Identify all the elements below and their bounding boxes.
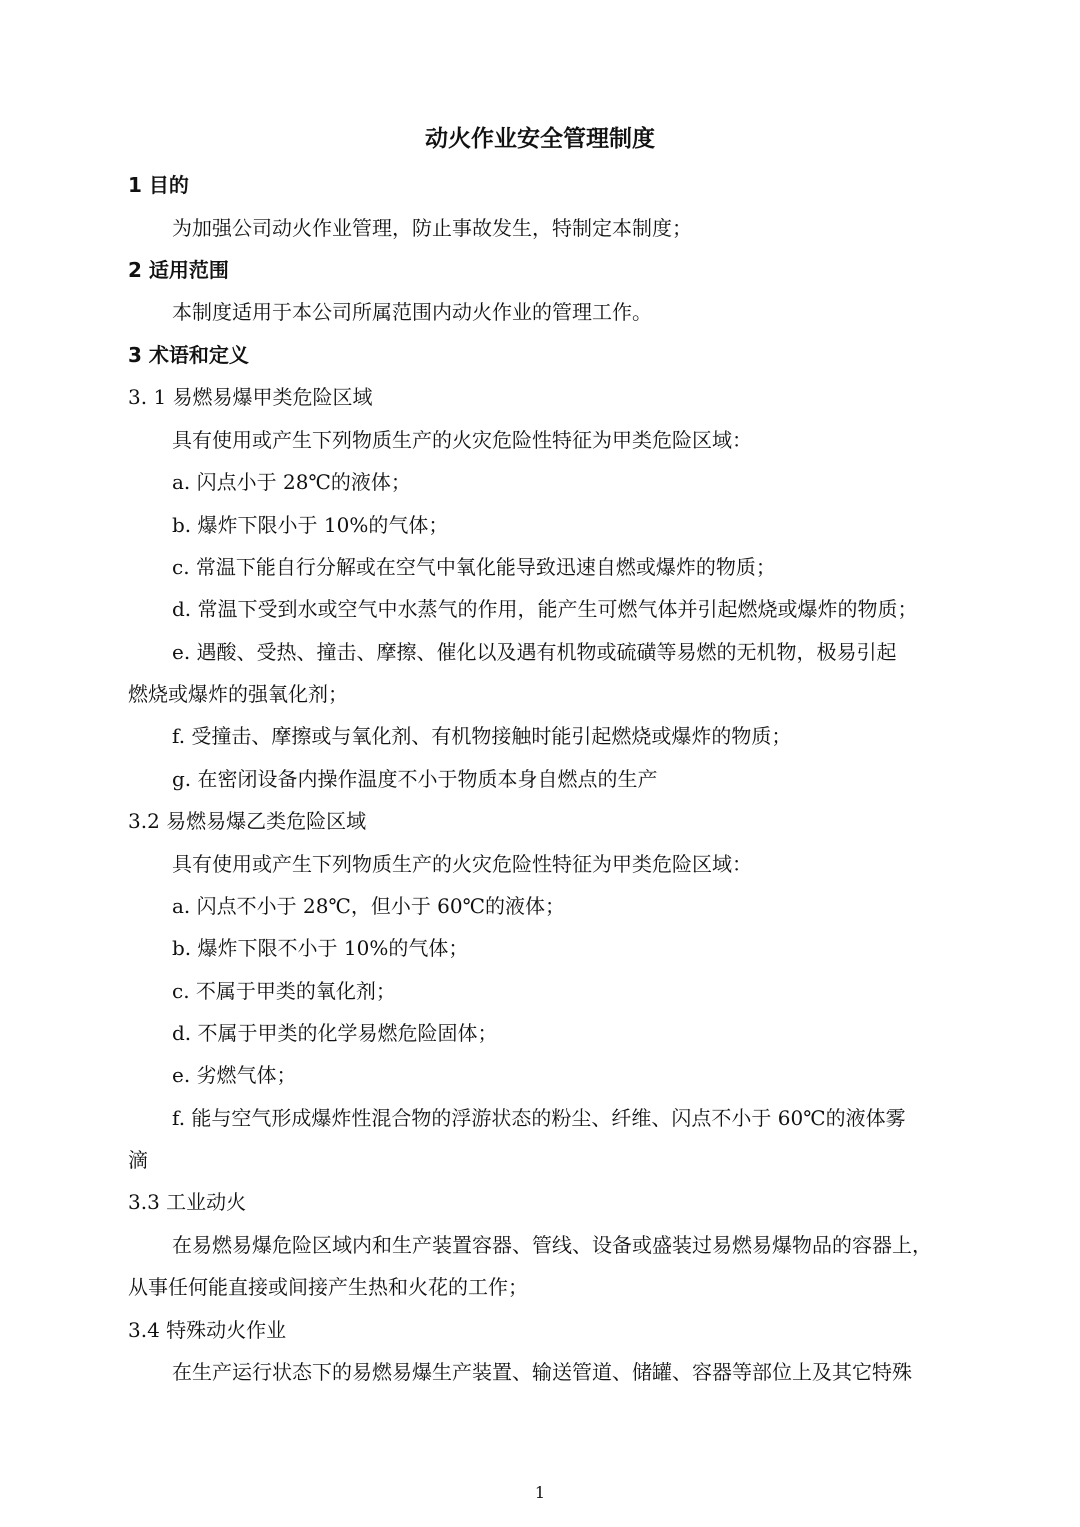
subsection-3-3-continuation: 从事任何能直接或间接产生热和火花的工作；	[128, 1275, 528, 1299]
subsection-3-1-heading: 3. 1 易燃易爆甲类危险区域	[128, 385, 373, 409]
list-item: b. 爆炸下限不小于 10%的气体；	[172, 936, 469, 960]
list-item-continuation: 燃烧或爆炸的强氧化剂；	[128, 682, 348, 706]
list-item: d. 不属于甲类的化学易燃危险固体；	[172, 1021, 498, 1045]
list-item-continuation: 滴	[128, 1148, 148, 1172]
document-title: 动火作业安全管理制度	[425, 126, 655, 152]
subsection-3-2-heading: 3.2 易燃易爆乙类危险区域	[128, 809, 367, 833]
subsection-3-4-paragraph: 在生产运行状态下的易燃易爆生产装置、输送管道、储罐、容器等部位上及其它特殊	[172, 1360, 912, 1384]
subsection-3-3-heading: 3.3 工业动火	[128, 1190, 247, 1214]
subsection-3-2-intro: 具有使用或产生下列物质生产的火灾危险性特征为甲类危险区域：	[172, 852, 752, 876]
section-1-heading: 1 目的	[128, 173, 189, 197]
list-item: c. 不属于甲类的氧化剂；	[172, 979, 396, 1003]
list-item: a. 闪点不小于 28℃，但小于 60℃的液体；	[172, 894, 565, 918]
list-item: b. 爆炸下限小于 10%的气体；	[172, 513, 449, 537]
list-item: g. 在密闭设备内操作温度不小于物质本身自燃点的生产	[172, 767, 658, 791]
list-item: c. 常温下能自行分解或在空气中氧化能导致迅速自燃或爆炸的物质；	[172, 555, 776, 579]
list-item: d. 常温下受到水或空气中水蒸气的作用，能产生可燃气体并引起燃烧或爆炸的物质；	[172, 597, 918, 621]
section-2-heading: 2 适用范围	[128, 258, 229, 282]
list-item: e. 遇酸、受热、撞击、摩擦、催化以及遇有机物或硫磺等易燃的无机物，极易引起	[172, 640, 897, 664]
subsection-3-1-intro: 具有使用或产生下列物质生产的火灾危险性特征为甲类危险区域：	[172, 428, 752, 452]
subsection-3-3-paragraph: 在易燃易爆危险区域内和生产装置容器、管线、设备或盛装过易燃易爆物品的容器上，	[172, 1233, 932, 1257]
subsection-3-4-heading: 3.4 特殊动火作业	[128, 1318, 287, 1342]
list-item: f. 受撞击、摩擦或与氧化剂、有机物接触时能引起燃烧或爆炸的物质；	[172, 724, 792, 748]
list-item: e. 劣燃气体；	[172, 1063, 297, 1087]
section-2-paragraph: 本制度适用于本公司所属范围内动火作业的管理工作。	[172, 300, 652, 324]
section-3-heading: 3 术语和定义	[128, 343, 249, 367]
list-item: f. 能与空气形成爆炸性混合物的浮游状态的粉尘、纤维、闪点不小于 60℃的液体雾	[172, 1106, 906, 1130]
list-item: a. 闪点小于 28℃的液体；	[172, 470, 411, 494]
section-1-paragraph: 为加强公司动火作业管理，防止事故发生，特制定本制度；	[172, 216, 692, 240]
page-number: 1	[534, 1483, 546, 1502]
